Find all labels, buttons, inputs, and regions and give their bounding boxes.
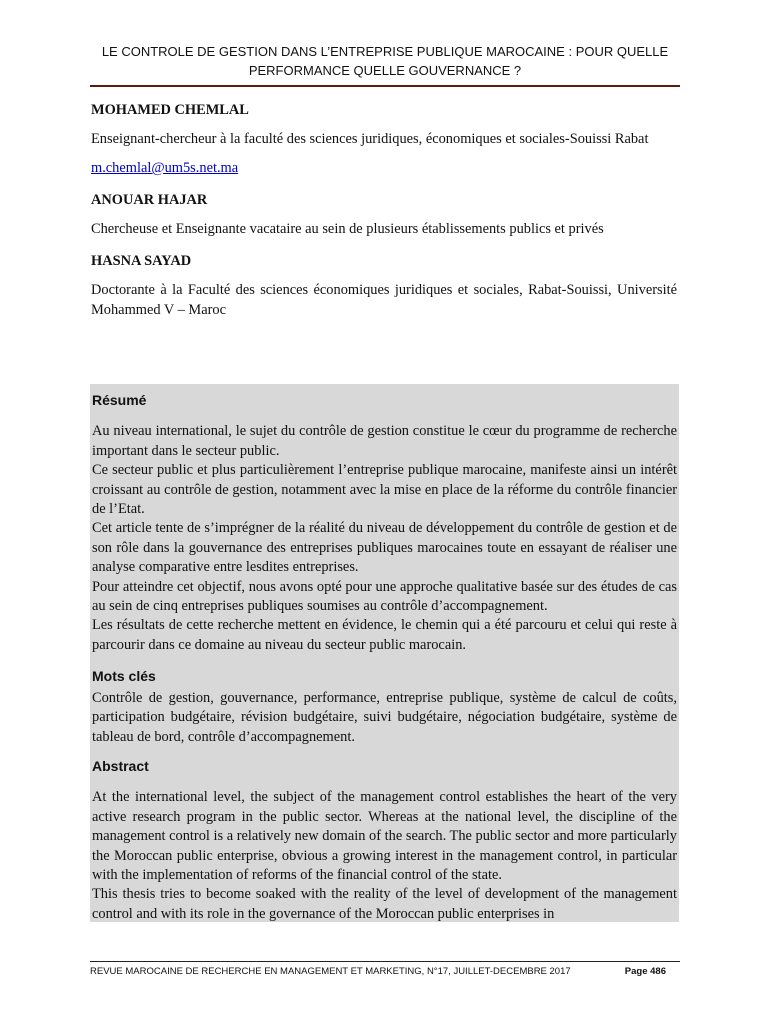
author-email-link[interactable]: m.chemlal@um5s.net.ma <box>91 160 239 176</box>
resume-paragraph: Au niveau international, le sujet du contrôle de gestion constitue le cœur du programme de recherche important dans le secteur public. <box>92 423 677 459</box>
page-number: Page 486 <box>624 966 666 977</box>
footer-divider <box>90 961 680 962</box>
resume-paragraph: Cet article tente de s’imprégner de la réalité du niveau de développement du contrôle de gestion et de son rôle dans la gouvernance des entreprises publiques marocaines toute en essayant de réaliser une analyse comparative entre lesdites entreprises. <box>92 520 677 576</box>
keywords-text: Contrôle de gestion, gouvernance, performance, entreprise publique, système de calcul de coûts, participation budgétaire, révision budgétaire, suivi budgétaire, négociation budgétaire, système de tableau de bord, contrôle d’accompagnement. <box>92 689 677 745</box>
author-affiliation: Enseignant-chercheur à la faculté des sciences juridiques, économiques et sociales-Souissi Rabat <box>91 131 649 147</box>
abstract-paragraph: At the international level, the subject of the management control establishes the heart of the very active research program in the public sector. Whereas at the national level, the discipline of the management control is a relatively new domain of the search. The public sector and more particularly the Moroccan public enterprise, obvious a growing interest in the management control, in particular with the implementation of reforms of the financial control of the state. <box>92 789 677 883</box>
resume-paragraph: Ce secteur public et plus particulièrement l’entreprise publique marocaine, manifeste ainsi un intérêt croissant au contrôle de gestion, notamment avec la mise en place de la réforme du contrôle financier de l’Etat. <box>92 462 677 518</box>
author-name: MOHAMED CHEMLAL <box>91 102 249 118</box>
resume-paragraph: Pour atteindre cet objectif, nous avons opté pour une approche qualitative basée sur des études de cas au sein de cinq entreprises publiques soumises au contrôle d’accompagnement. <box>92 578 677 615</box>
running-header <box>90 42 680 80</box>
header-title-line-1: LE CONTROLE DE GESTION DANS L’ENTREPRISE PUBLIQUE MAROCAINE : POUR QUELLE <box>101 44 669 59</box>
abstract-paragraph: This thesis tries to become soaked with the reality of the level of development of the management control and with its role in the governance of the Moroccan public enterprises in <box>92 886 677 922</box>
resume-heading: Résumé <box>92 392 147 408</box>
authors-block <box>91 100 677 320</box>
keywords-heading: Mots clés <box>92 668 156 685</box>
author-affiliation: Chercheuse et Enseignante vacataire au sein de plusieurs établissements publics et privés <box>91 221 604 237</box>
abstract-heading: Abstract <box>92 757 149 774</box>
resume-paragraph: Les résultats de cette recherche mettent en évidence, le chemin qui a été parcouru et celui qui reste à parcourir dans ce domaine au niveau du secteur public marocain. <box>92 617 677 653</box>
footer-journal: REVUE MAROCAINE DE RECHERCHE EN MANAGEMENT ET MARKETING, N°17, JUILLET-DECEMBRE 2017 <box>90 966 571 977</box>
author-name: HASNA SAYAD <box>91 253 192 269</box>
author-affiliation: Doctorante à la Faculté des sciences économiques juridiques et sociales, Rabat-Souissi, Université Mohammed V – Maroc <box>91 282 677 318</box>
header-title-line-2: PERFORMANCE QUELLE GOUVERNANCE ? <box>248 63 522 78</box>
header-divider <box>90 85 680 87</box>
abstract-box <box>90 384 679 922</box>
author-name: ANOUAR HAJAR <box>91 192 208 208</box>
